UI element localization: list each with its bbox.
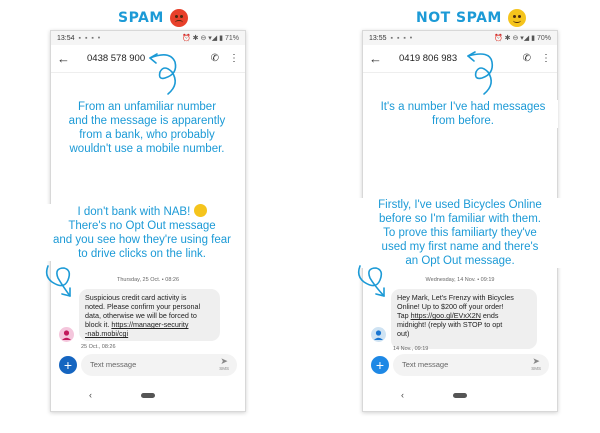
status-time: 13:55 bbox=[369, 34, 387, 42]
swirl-arrow-icon bbox=[47, 266, 70, 296]
note-line: before so I'm familiar with them. bbox=[379, 213, 541, 225]
arrow-head-icon bbox=[150, 54, 157, 63]
note-line: from before. bbox=[432, 115, 494, 127]
nav-back-icon[interactable]: ‹ bbox=[89, 390, 92, 400]
send-label: SMS bbox=[531, 366, 541, 371]
message-line: noted. Please confirm your personal bbox=[85, 302, 201, 311]
not-spam-heading-label: NOT SPAM bbox=[416, 10, 502, 26]
arrow-head-icon bbox=[468, 52, 475, 61]
note-line: and you see how they're using fear bbox=[52, 234, 231, 246]
message-text: Tap bbox=[397, 311, 409, 320]
back-arrow-icon[interactable]: ← bbox=[57, 51, 70, 66]
note-line: To prove this familiarty they've bbox=[383, 227, 537, 239]
note-line: From an unfamiliar number bbox=[77, 101, 217, 113]
notification-icons: ▪ ▪ ▪ • bbox=[390, 34, 414, 42]
more-options-icon[interactable]: ⋮ bbox=[541, 53, 551, 64]
sender-number: 0438 578 900 bbox=[87, 53, 146, 64]
message-line: Hey Mark, Let's Frenzy with Bicycles bbox=[397, 293, 514, 302]
message-line: data, otherwise we will be forced to bbox=[85, 311, 197, 320]
message-line: Suspicious credit card activity is bbox=[85, 293, 187, 302]
message-link[interactable]: https://goo.gl/EVxX2N bbox=[410, 311, 481, 320]
note-line: used my first name and there's bbox=[381, 241, 539, 253]
message-line: midnight! (reply with STOP to opt bbox=[397, 320, 503, 329]
note-line: from a bank, who probably bbox=[79, 129, 215, 141]
notification-icons: ▪ ▪ ▪ • bbox=[78, 34, 102, 42]
battery-level: 71% bbox=[224, 34, 239, 42]
status-icons: ⏰ ✱ ⊖ ▾◢ ▮ bbox=[182, 35, 223, 42]
send-icon: ➤ bbox=[220, 356, 228, 366]
message-timestamp: 14 Nov., 09:19 bbox=[393, 346, 429, 352]
message-line: out) bbox=[397, 329, 410, 338]
message-timestamp: 25 Oct., 08:26 bbox=[81, 344, 116, 350]
note-line: There's no Opt Out message bbox=[68, 220, 216, 232]
note-line: It's a number I've had messages bbox=[380, 101, 546, 113]
phone-call-icon[interactable]: ✆ bbox=[210, 53, 219, 64]
phone-call-icon[interactable]: ✆ bbox=[522, 53, 531, 64]
note-line: an Opt Out message. bbox=[405, 255, 515, 267]
status-time: 13:54 bbox=[57, 34, 75, 42]
more-options-icon[interactable]: ⋮ bbox=[229, 53, 239, 64]
input-placeholder: Text message bbox=[90, 360, 137, 369]
message-text: ends bbox=[480, 311, 499, 320]
note-line: to drive clicks on the link. bbox=[78, 248, 206, 260]
spam-heading-label: SPAM bbox=[118, 10, 164, 26]
message-text: block it. bbox=[85, 320, 110, 329]
sender-number: 0419 806 983 bbox=[399, 53, 458, 64]
note-text: I don't bank with NAB! bbox=[77, 206, 191, 218]
send-icon: ➤ bbox=[532, 356, 540, 366]
message-link-continued[interactable]: -nab.mobi/cgi bbox=[85, 329, 129, 338]
note-line: wouldn't use a mobile number. bbox=[69, 143, 225, 155]
status-icons: ⏰ ✱ ⊖ ▾◢ ▮ bbox=[494, 35, 535, 42]
send-label: SMS bbox=[219, 366, 229, 371]
battery-level: 70% bbox=[536, 34, 551, 42]
back-arrow-icon[interactable]: ← bbox=[369, 51, 382, 66]
input-placeholder: Text message bbox=[402, 360, 449, 369]
date-header: Thursday, 25 Oct. • 08:26 bbox=[116, 277, 180, 283]
nav-back-icon[interactable]: ‹ bbox=[401, 390, 404, 400]
note-line: and the message is apparently bbox=[68, 115, 226, 127]
add-attachment-button[interactable]: + bbox=[371, 356, 389, 374]
message-line: Online! Up to $200 off your order! bbox=[397, 302, 504, 311]
add-attachment-button[interactable]: + bbox=[59, 356, 77, 374]
swirl-arrow-icon bbox=[359, 266, 384, 296]
note-line: Firstly, I've used Bicycles Online bbox=[378, 199, 542, 211]
date-header: Wednesday, 14 Nov. • 09:19 bbox=[425, 277, 495, 283]
message-link[interactable]: https://manager-security bbox=[111, 320, 189, 329]
